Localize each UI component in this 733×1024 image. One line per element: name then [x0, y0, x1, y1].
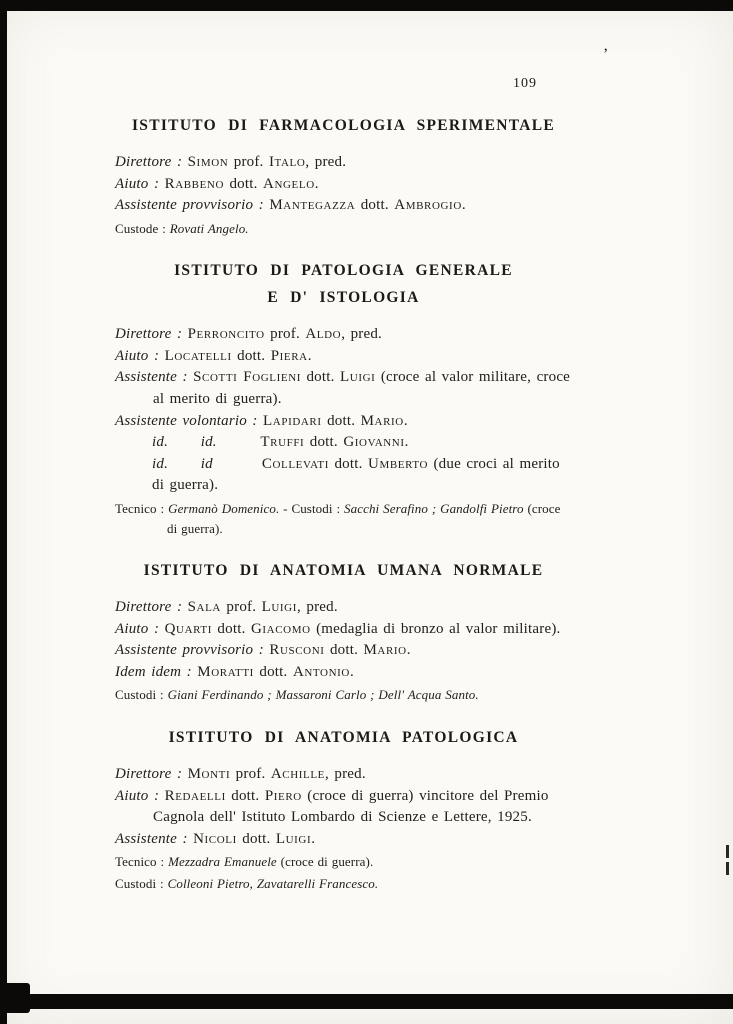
entry-line [115, 640, 572, 662]
scan-artifact-edge-mark [726, 862, 729, 875]
text-segment: Ambrogio [394, 197, 462, 214]
text-segment: Aldo [305, 326, 342, 343]
text-segment [217, 434, 261, 450]
text-segment: Aiuto : [115, 175, 165, 192]
text-segment: Achille [270, 765, 325, 782]
text-segment: Luigi [275, 830, 312, 847]
sections-container [115, 112, 572, 893]
text-segment: Simon [187, 154, 229, 170]
entry-line [115, 346, 572, 368]
text-segment: prof. [264, 326, 306, 343]
text-segment: Giacomo [250, 620, 311, 637]
text-segment: Umberto [368, 455, 429, 472]
text-segment: Direttore : [115, 326, 188, 343]
text-segment: prof. [220, 599, 262, 616]
entry-line [115, 619, 572, 641]
text-segment: dott. [304, 434, 344, 451]
text-segment: , pred. [305, 154, 347, 170]
text-segment: Aiuto : [115, 787, 165, 804]
text-segment: dott. [253, 663, 293, 680]
text-segment: Rabbeno [164, 175, 225, 192]
institute-section [115, 257, 572, 538]
text-segment: prof. [228, 154, 269, 170]
text-segment: Aiuto : [115, 620, 165, 637]
scan-artifact-bottom-bar [5, 994, 733, 1009]
text-segment: Luigi [340, 369, 376, 386]
text-segment: Nicoli [193, 830, 237, 847]
text-segment: , pred. [297, 599, 338, 616]
text-segment [168, 456, 201, 472]
section-title [115, 257, 572, 311]
section-title [115, 724, 572, 751]
section-title-line: ISTITUTO DI ANATOMIA PATOLOGICA [168, 728, 519, 746]
text-segment: Mantegazza [269, 197, 356, 214]
text-segment: dott. [231, 347, 271, 364]
text-segment: Italo [268, 154, 306, 170]
text-segment: Antonio [292, 663, 350, 680]
text-segment: Assistente provvisorio : [115, 642, 270, 659]
text-segment: dott. [301, 369, 341, 386]
text-segment: - Custodi : [279, 501, 345, 517]
entry-line [115, 219, 572, 239]
text-segment: Idem idem : [115, 663, 198, 680]
text-segment: Redaelli [164, 787, 226, 804]
entry-line [115, 174, 572, 196]
text-segment: prof. [230, 765, 271, 782]
text-segment: , pred. [325, 765, 366, 782]
text-segment: Germanò Domenico. [168, 501, 280, 517]
text-segment: Direttore : [115, 599, 188, 616]
text-segment: Assistente provvisorio : [115, 197, 270, 214]
institute-section [115, 724, 572, 893]
text-segment: dott. [321, 412, 361, 429]
text-segment: Assistente : [115, 830, 194, 847]
text-segment: dott. [225, 787, 265, 804]
text-segment: Custodi : [115, 687, 168, 703]
text-segment: Scotti Foglieni [193, 369, 302, 386]
text-segment: dott. [329, 455, 369, 472]
text-segment [213, 456, 262, 472]
text-segment: . [403, 412, 408, 429]
text-segment: Aiuto : [115, 347, 165, 364]
entry-line [115, 685, 572, 705]
text-segment: id. [152, 434, 169, 451]
page-content [115, 112, 572, 893]
entry-line [115, 597, 572, 619]
section-title-line: ISTITUTO DI PATOLOGIA GENERALE [174, 262, 513, 280]
scan-artifact-corner-blob [0, 983, 30, 1013]
text-segment: Giovanni [343, 434, 405, 451]
text-segment: Rusconi [269, 642, 325, 659]
page-number: 109 [513, 76, 537, 91]
text-segment: . [307, 347, 312, 364]
scan-artifact-mark: ’ [603, 46, 609, 63]
text-segment: Custodi : [115, 875, 168, 891]
text-segment: . [404, 434, 409, 451]
text-segment: Moratti [197, 663, 254, 680]
text-segment: . [406, 642, 411, 659]
text-segment: Piero [264, 787, 302, 804]
entry-line [115, 152, 572, 174]
text-segment: (croce di guerra). [276, 854, 374, 870]
text-segment: , pred. [341, 326, 382, 343]
entry-line [115, 324, 572, 346]
text-segment: id. [152, 455, 169, 472]
text-segment: dott. [211, 620, 251, 637]
text-segment: dott. [224, 175, 264, 192]
text-segment: . [349, 663, 354, 680]
entry-line [115, 499, 572, 538]
text-segment: Perroncito [187, 326, 265, 343]
text-segment: Assistente volontario : [115, 412, 264, 429]
text-segment: Tecnico : [115, 854, 169, 870]
text-segment: dott. [355, 197, 395, 214]
text-segment: id [200, 455, 213, 472]
text-segment: dott. [324, 642, 364, 659]
text-segment: (croce al valor militare, croce al merito di guerra). [153, 369, 571, 408]
text-segment: Assistente : [115, 369, 194, 386]
entry-line [115, 764, 572, 786]
entry-line [115, 662, 572, 684]
scan-artifact-edge-mark [726, 845, 729, 858]
text-segment: Truffi [260, 434, 305, 451]
text-segment: Mario [360, 412, 404, 429]
section-title-line: E D' ISTOLOGIA [267, 289, 420, 307]
text-segment: Tecnico : [115, 501, 169, 517]
text-segment: Giani Ferdinando ; Massaroni Carlo ; Dell' Acqua Santo. [167, 687, 479, 703]
text-segment: Colleoni Pietro, Zavatarelli Francesco. [167, 875, 379, 891]
scan-artifact-top-bar [0, 0, 733, 11]
text-segment: . [314, 175, 319, 192]
entry-line [115, 454, 572, 497]
entry-line [115, 411, 572, 433]
entry-line [115, 852, 572, 872]
text-segment: Lapidari [263, 412, 322, 429]
institute-section [115, 557, 572, 705]
entry-line [115, 786, 572, 829]
text-segment: Monti [187, 765, 231, 782]
text-segment: Collevati [261, 455, 330, 472]
text-segment: Sacchi Serafino ; Gandolfi Pietro [344, 501, 524, 517]
text-segment: . [311, 830, 316, 847]
section-title-line: ISTITUTO DI FARMACOLOGIA SPERIMENTALE [131, 117, 556, 134]
text-segment: id. [200, 434, 217, 451]
text-segment: . [461, 197, 466, 214]
text-segment: Sala [187, 599, 221, 616]
text-segment: (due croci al merito di guerra). [152, 455, 560, 494]
text-segment [168, 434, 201, 450]
text-segment: dott. [236, 830, 276, 847]
text-segment: Direttore : [115, 154, 188, 170]
text-segment: Quarti [164, 620, 212, 637]
entry-line [115, 367, 572, 410]
entry-line [115, 195, 572, 217]
section-title [115, 557, 572, 584]
text-segment: Angelo [263, 175, 315, 192]
text-segment: (croce di guerra) vincitore del Premio Cagnola dell' Istituto Lombardo di Scienze e Lettere, 1925. [153, 787, 549, 826]
text-segment: (medaglia di bronzo al valor militare). [310, 620, 561, 637]
text-segment: Mezzadra Emanuele [168, 854, 277, 870]
entry-line [115, 432, 572, 454]
text-segment: Custode : [115, 220, 170, 236]
text-segment: (croce di guerra). [167, 501, 561, 536]
text-segment: Luigi [261, 599, 297, 616]
text-segment: Rovati Angelo. [169, 220, 249, 236]
text-segment: Direttore : [115, 765, 188, 782]
section-title [115, 112, 572, 139]
section-title-line: ISTITUTO DI ANATOMIA UMANA NORMALE [143, 562, 544, 580]
text-segment: Mario [363, 642, 407, 659]
scan-artifact-left-bar [0, 0, 7, 1024]
entry-line [115, 829, 572, 851]
text-segment: Locatelli [164, 347, 232, 364]
entry-line [115, 874, 572, 894]
institute-section [115, 112, 572, 238]
text-segment: Piera [270, 347, 308, 364]
